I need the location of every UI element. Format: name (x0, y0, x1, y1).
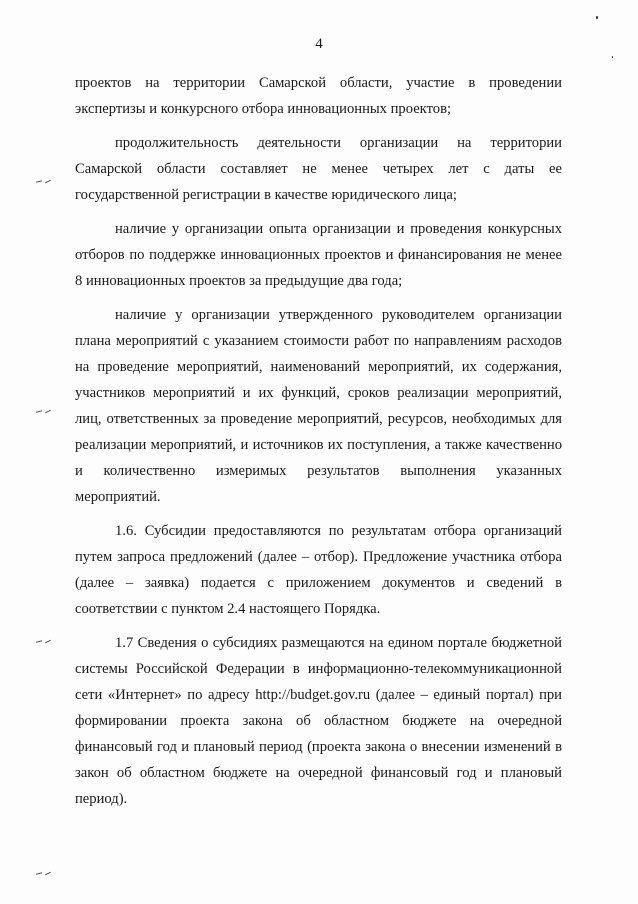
paragraph-section-1-6: 1.6. Субсидии предоставляются по результатам отбора организаций путем запроса предложений (далее – отбор). Предложение участника отбора (далее – заявка) подается с приложением документов и сведений в соответствии с пунктом 2.4 настоящего Порядка. (75, 523, 562, 617)
paragraph-plan-requirement: наличие у организации утвержденного руководителем организации плана мероприятий с указанием стоимости работ по направлениям расходов на проведение мероприятий, наименований мероприятий, их содержания, участников мероприятий и их функций, сроков реализации мероприятий, лиц, ответственных за проведение мероприятий, ресурсов, необходимых для реализации мероприятий, и источников их поступления, а также качественно и количественно измеримых результатов выполнения указанных мероприятий. (75, 307, 562, 505)
document-body (75, 70, 562, 812)
page-number: 4 (315, 36, 323, 52)
scan-mark (36, 872, 52, 876)
paragraph-duration-requirement: продолжительность деятельности организации на территории Самарской области составляет не менее четырех лет с даты ее государственной регистрации в качестве юридического лица; (75, 135, 562, 203)
paragraph-section-1-7: 1.7 Сведения о субсидиях размещаются на едином портале бюджетной системы Российской Федерации в информационно-телекоммуникационной сети «Интернет» по адресу http://budget.gov.ru (далее – единый портал) при формировании проекта закона об областном бюджете на очередной финансовый год и плановый период (проекта закона о внесении изменений в закон об областном бюджете на очередной финансовый год и плановый период). (75, 635, 562, 807)
scan-speck (596, 16, 598, 19)
paragraph-experience-requirement: наличие у организации опыта организации и проведения конкурсных отборов по поддержке инновационных проектов и финансирования не менее 8 инновационных проектов за предыдущие два года; (75, 221, 562, 289)
paragraph-continuation: проектов на территории Самарской области, участие в проведении экспертизы и конкурсного отбора инновационных проектов; (75, 75, 562, 117)
scan-mark (36, 180, 52, 184)
scan-mark (36, 640, 52, 644)
scan-mark (36, 410, 52, 414)
scan-speck (612, 56, 613, 58)
